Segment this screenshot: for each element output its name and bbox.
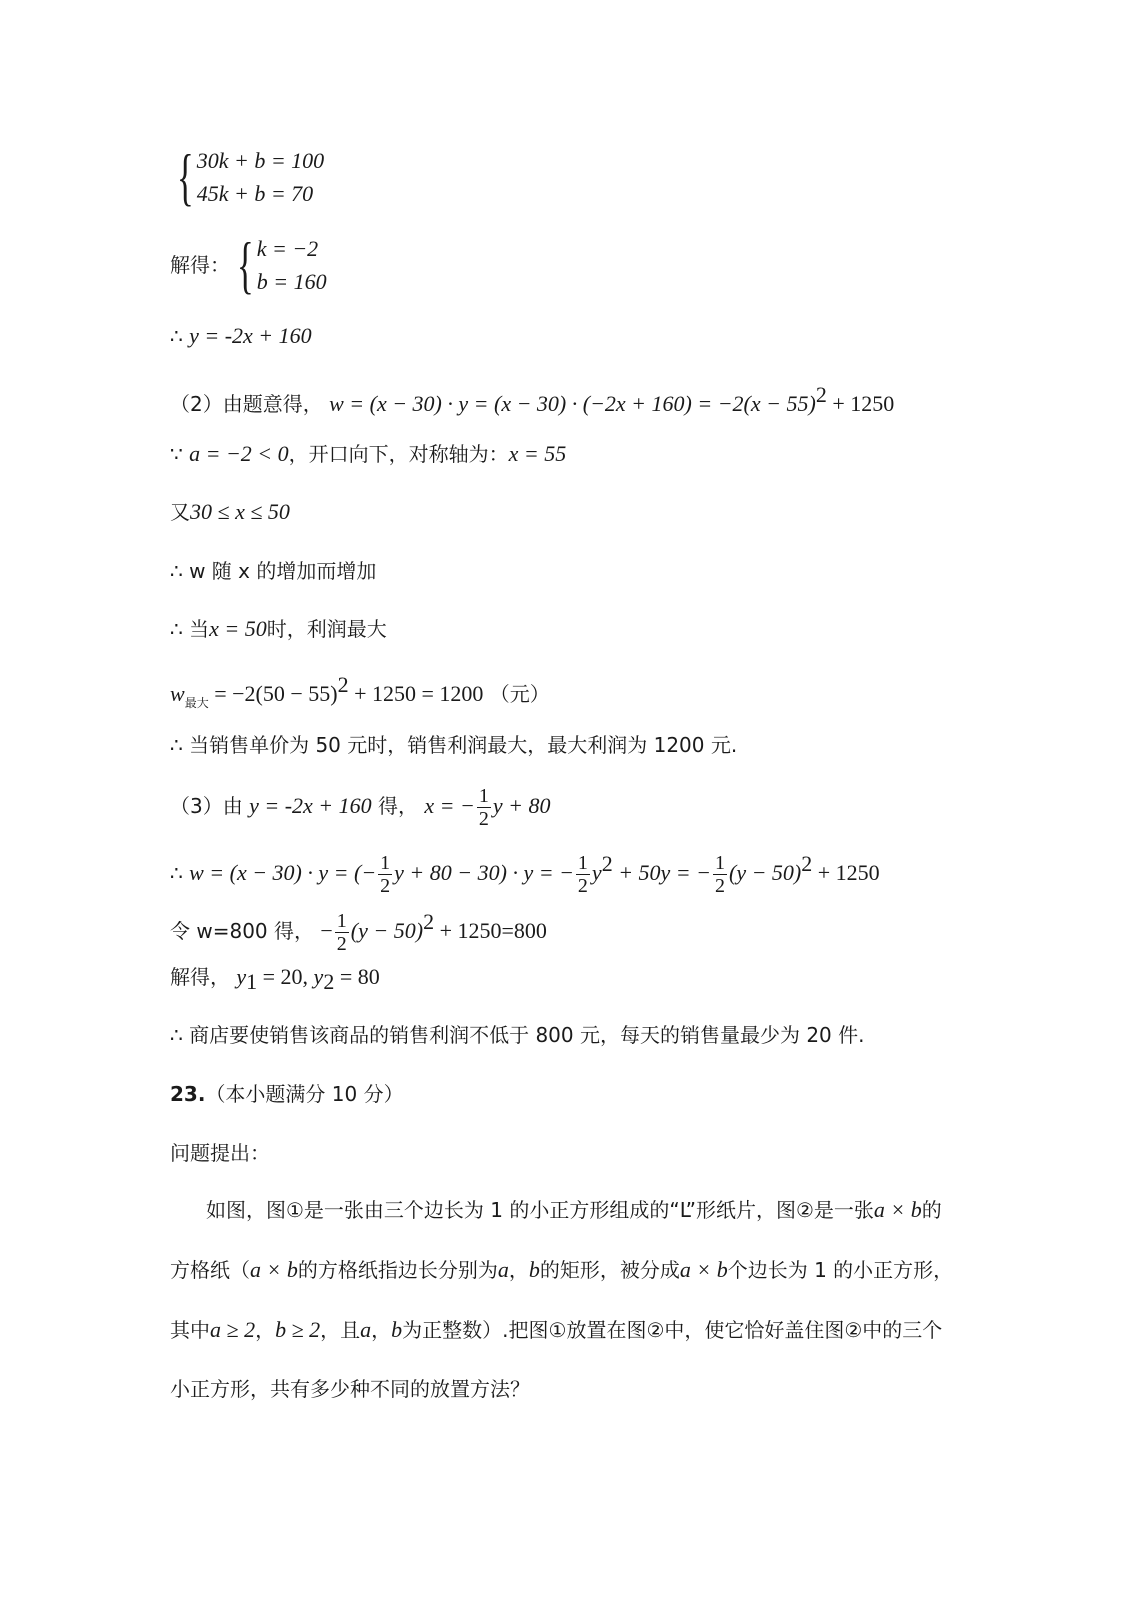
fraction-half: $\frac{1}{2}$ [715, 852, 725, 897]
line-y-function: ∴ y = -2x + 160 [170, 323, 312, 348]
line-let-w: 令 w=800 得， − $\frac{1}{2}$ $(y - 50)^2 + 1250=800$ [170, 909, 547, 955]
line-range: 又30 ≤ x ≤ 50 [170, 499, 290, 524]
problem-paragraph: 如图，图①是一张由三个边长为 1 的小正方形组成的“L”形纸片，图②是一张a × b的方格纸（a × b的方格纸指边长分别为a，b的矩形，被分成a × b个边长为 1 的小正方形，其中a ≥ 2，b ≥ 2，且a，b为正整数）.把图①放置在图②中，使它恰好盖住图②中的三个小正方形，共有多少种不同的放置方法？ [170, 1197, 954, 1401]
conclusion-2: ∴ 商店要使销售该商品的销售利润不低于 800 元，每天的销售量最少为 20 件. [170, 1023, 865, 1047]
line-part2: （2）由题意得， $w = (x - 30) \cdot y = (x - 30) \cdot (-2x + 160) = -2(x - 55)^2 + 1250$ [170, 382, 895, 416]
solve-row2: b = 160 [256, 269, 327, 294]
line-increasing: ∴ w 随 x 的增加而增加 [170, 559, 377, 583]
fraction-half: $\frac{1}{2}$ [336, 910, 347, 955]
fraction-half: $\frac{1}{2}$ [577, 852, 588, 897]
system1-row2: 45k + b = 70 [196, 181, 314, 206]
line-max: ∴ 当x = 50时，利润最大 [170, 616, 387, 641]
system1-row1: 30k + b = 100 [196, 148, 325, 173]
fraction-half: $\frac{1}{2}$ [478, 785, 489, 830]
line-w-expression: ∴ w = (x − 30) · y = (− $\frac{1}{2}$ y + 80 − 30) · y = − $\frac{1}{2}$ $y^2 + 50y$ = − $\frac{1}{2}$ $(y - 50)^2 + 1250$ [170, 851, 880, 897]
solve-label: 解得： [170, 253, 230, 277]
conclusion-1: ∴ 当销售单价为 50 元时，销售利润最大，最大利润为 1200 元. [170, 733, 738, 757]
solution-system: 解得： { k = −2 b = 160 [170, 229, 327, 300]
solve-row1: k = −2 [256, 236, 319, 261]
line-w-max: $w_{最大} = -2(50 - 55)^2 + 1250 = 1200$ （元） [170, 672, 550, 710]
equation-system-1: { 30k + b = 100 45k + b = 70 [176, 141, 325, 212]
problem-label: 问题提出： [170, 1141, 270, 1165]
fraction-half: $\frac{1}{2}$ [380, 852, 391, 897]
line-axis: ∵ a = −2 < 0，开口向下，对称轴为：x = 55 [170, 441, 567, 466]
question-23-heading: 23.（本小题满分 10 分） [170, 1082, 404, 1106]
line-part3: （3）由 y = -2x + 160 得， x = − $\frac{1}{2}$ y + 80 [170, 785, 551, 830]
line-solutions: 解得， $y_1 = 20$, $y_2 = 80$ [170, 964, 380, 994]
